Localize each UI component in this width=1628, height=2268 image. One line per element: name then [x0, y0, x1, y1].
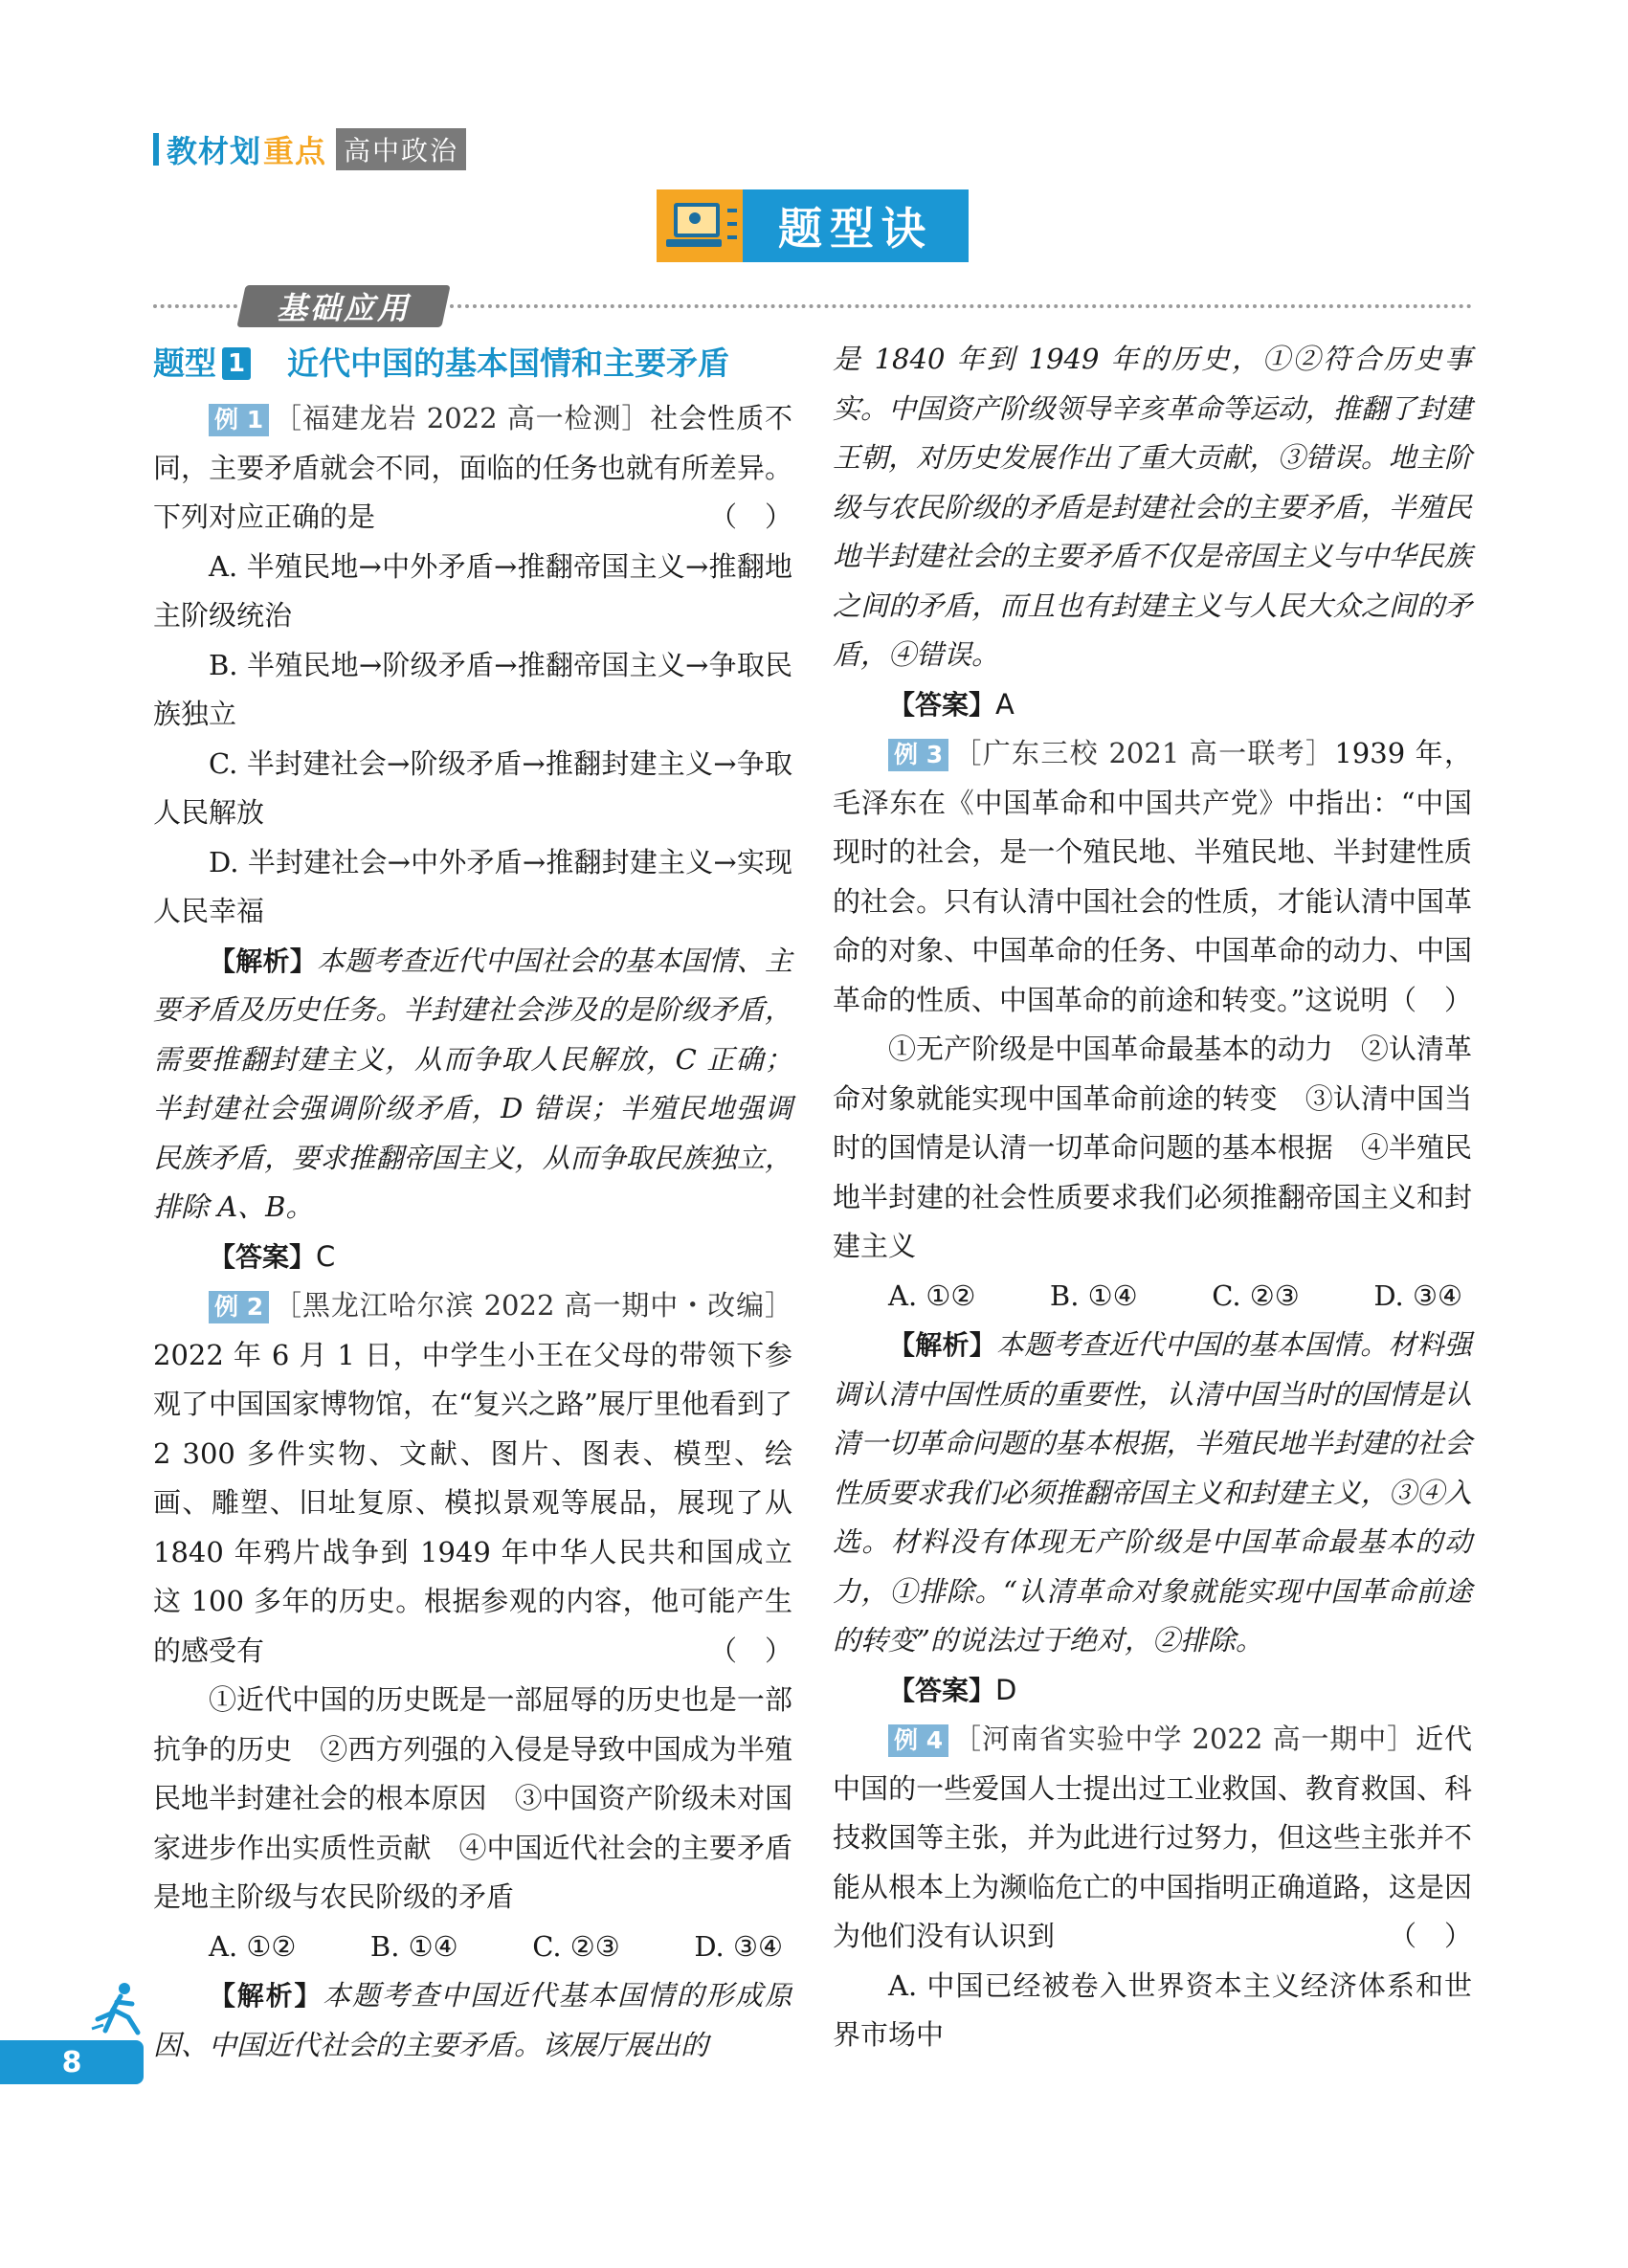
- book-brand: [153, 130, 466, 168]
- answer-blank: （ ）: [1388, 1920, 1472, 1952]
- example-1-question: 社会性质不同，主要矛盾就会不同，面临的任务也就有所差异。下列对应正确的是: [153, 402, 792, 533]
- question-type-heading: [153, 335, 792, 392]
- example-1-option-a: A. 半殖民地→中外矛盾→推翻帝国主义→推翻地主阶级统治: [153, 549, 792, 632]
- option-b: B. ①④: [1049, 1279, 1138, 1312]
- example-1-source: ［福建龙岩 2022 高一检测］: [273, 402, 651, 434]
- example-4-option-a: A. 中国已经被卷入世界资本主义经济体系和世界市场中: [833, 1968, 1472, 2051]
- analysis-text-part1: 本题考查中国近代基本国情的形成原因、中国近代社会的主要矛盾。该展厅展出的: [153, 1979, 792, 2061]
- answer-blank: （ ）: [708, 500, 792, 533]
- option-b: B. ①④: [369, 1929, 458, 1963]
- option-d: D. ③④: [1373, 1279, 1462, 1312]
- example-3-source: ［广东三校 2021 高一联考］: [952, 737, 1335, 769]
- example-4-tag: 例 4: [888, 1724, 948, 1757]
- example-2-answer: [833, 680, 1472, 730]
- analysis-text: 本题考查近代中国的基本国情。材料强调认清中国性质的重要性，认清中国当时的国情是认清一切革命问题的基本根据，半殖民地半封建的社会性质要求我们必须推翻帝国主义和封建主义，③④入选。材料没有体现无产阶级是中国革命最基本的动力，①排除。“认清革命对象就能实现中国革命前途的转变”的说法过于绝对，②排除。: [833, 1328, 1472, 1657]
- section-title: 题型诀: [743, 189, 969, 262]
- option-c: C. ②③: [1212, 1279, 1300, 1312]
- example-2-statements: ①近代中国的历史既是一部屈辱的历史也是一部抗争的历史 ②西方列强的入侵是导致中国成为半殖民地半封建社会的根本原因 ③中国资产阶级未对国家进步作出实质性贡献 ④中国近代社会的主要矛盾是地主阶级与农民阶级的矛盾: [153, 1683, 792, 1913]
- example-1-answer: [153, 1233, 792, 1282]
- example-3-options: [833, 1272, 1472, 1322]
- example-2-analysis: [153, 1971, 792, 2070]
- example-4-stem: [833, 1715, 1472, 1962]
- option-c: C. ②③: [532, 1929, 620, 1963]
- example-1-stem: [153, 394, 792, 543]
- example-4-question: 近代中国的一些爱国人士提出过工业救国、教育救国、科技救国等主张，并为此进行过努力，但这些主张并不能从根本上为濒临危亡的中国指明正确道路，这是因为他们没有认识到: [833, 1723, 1472, 1952]
- option-a: A. ①②: [888, 1279, 976, 1312]
- answer-value: C: [316, 1239, 336, 1273]
- answer-value: A: [995, 687, 1015, 721]
- subject-label: 高中政治: [336, 128, 466, 170]
- answer-blank: （ ）: [708, 1634, 792, 1667]
- analysis-text: 本题考查近代中国社会的基本国情、主要矛盾及历史任务。半封建社会涉及的是阶级矛盾，需要推翻封建主义，从而争取人民解放，C 正确；半封建社会强调阶级矛盾，D 错误；半殖民地强调民族矛盾，要求推翻帝国主义，从而争取民族独立，排除 A、B。: [153, 944, 792, 1223]
- brand-bar: [153, 133, 159, 166]
- example-2-source: ［黑龙江哈尔滨 2022 高一期中・改编］: [273, 1289, 792, 1322]
- example-1-option-d: D. 半封建社会→中外矛盾→推翻封建主义→实现人民幸福: [153, 845, 792, 927]
- example-2-tag: 例 2: [209, 1291, 269, 1323]
- answer-blank: （ ）: [1388, 983, 1472, 1016]
- laptop-book-icon: [657, 189, 743, 262]
- example-3-stem: [833, 729, 1472, 1025]
- example-1-option-c: C. 半封建社会→阶级矛盾→推翻封建主义→争取人民解放: [153, 746, 792, 829]
- answer-value: D: [995, 1673, 1017, 1706]
- brand-name-b: 重点: [263, 133, 327, 169]
- example-2-options: [153, 1923, 792, 1972]
- question-type-number: 1: [222, 347, 251, 380]
- answer-label: 【答案】: [209, 1240, 317, 1273]
- left-column: [153, 335, 792, 2070]
- example-1-option-b: B. 半殖民地→阶级矛盾→推翻帝国主义→争取民族独立: [153, 648, 792, 730]
- example-3-analysis: [833, 1321, 1472, 1666]
- answer-label: 【答案】: [888, 688, 996, 721]
- example-3-question: 1939 年，毛泽东在《中国革命和中国共产党》中指出：“中国现时的社会，是一个殖民地、半殖民地、半封建性质的社会。只有认清中国社会的性质，才能认清中国革命的对象、中国革命的任务、中国革命的动力、中国革命的性质、中国革命的前途和转变。”这说明: [833, 737, 1472, 1016]
- analysis-label: 【解析】: [209, 945, 317, 977]
- analysis-label: 【解析】: [209, 1980, 323, 2012]
- example-4-source: ［河南省实验中学 2022 高一期中］: [952, 1723, 1416, 1755]
- example-2-question: 2022 年 6 月 1 日，中学生小王在父母的带领下参观了中国国家博物馆，在“复兴之路”展厅里他看到了 2 300 多件实物、文献、图片、图表、模型、绘画、雕塑、旧址复原、模拟景观等展品，展现了从 1840 年鸦片战争到 1949 年中华人民共和国成立这 100 多年的历史。根据参观的内容，他可能产生的感受有: [153, 1338, 792, 1667]
- example-2-stem: [153, 1281, 792, 1676]
- runner-icon: [84, 1981, 151, 2038]
- example-3-answer: [833, 1666, 1472, 1716]
- analysis-label: 【解析】: [888, 1329, 996, 1361]
- question-type-name: 近代中国的基本国情和主要矛盾: [287, 345, 729, 382]
- example-1-analysis: [153, 937, 792, 1233]
- subsection-banner: [153, 285, 1472, 327]
- example-1-tag: 例 1: [209, 404, 269, 436]
- option-a: A. ①②: [209, 1929, 297, 1963]
- answer-label: 【答案】: [888, 1674, 996, 1706]
- brand-name-a: 教材划: [167, 133, 262, 169]
- question-type-label: 题型: [153, 345, 216, 382]
- section-title-banner: [657, 189, 969, 262]
- example-2-analysis-continued: 是 1840 年到 1949 年的历史，①②符合历史事实。中国资产阶级领导辛亥革命等运动，推翻了封建王朝，对历史发展作出了重大贡献，③错误。地主阶级与农民阶级的矛盾是封建社会的主要矛盾，半殖民地半封建社会的主要矛盾不仅是帝国主义与中华民族之间的矛盾，而且也有封建主义与人民大众之间的矛盾，④错误。: [833, 343, 1472, 671]
- page-number: 8: [0, 2040, 144, 2084]
- example-3-tag: 例 3: [888, 739, 948, 771]
- option-d: D. ③④: [694, 1929, 783, 1963]
- right-column: [833, 335, 1472, 2060]
- subsection-title: 基础应用: [276, 290, 411, 326]
- example-3-statements: ①无产阶级是中国革命最基本的动力 ②认清革命对象就能实现中国革命前途的转变 ③认清中国当时的国情是认清一切革命问题的基本根据 ④半殖民地半封建的社会性质要求我们必须推翻帝国主义和封建主义: [833, 1033, 1472, 1262]
